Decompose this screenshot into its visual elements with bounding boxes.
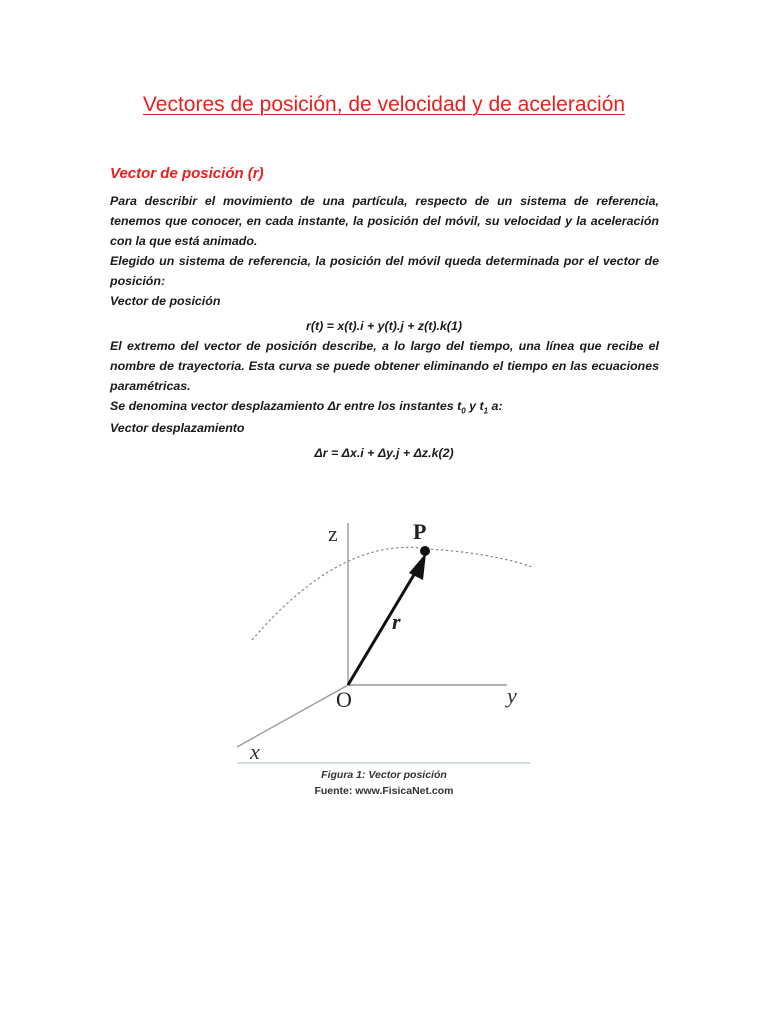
equation-displacement: Δr = Δx.i + Δy.j + Δz.k(2) [314, 446, 454, 460]
subscript-t1: 1 [483, 406, 489, 416]
figure-caption-source: Fuente: www.FisicaNet.com [314, 785, 454, 797]
label-p: P [413, 519, 427, 544]
point-p-marker [420, 546, 430, 556]
x-axis [237, 685, 348, 747]
label-displacement-vector: Vector desplazamiento [110, 421, 245, 435]
subscript-t0: 0 [461, 406, 466, 416]
figure-caption-title: Figura 1: Vector posición [321, 769, 447, 781]
section-heading: Vector de posición (r) [110, 165, 264, 182]
paragraph-intro: Para describir el movimiento de una partícula, respecto de un sistema de referencia, tenemos que conocer, en cada instante, la posición del móvil, su velocidad y la aceleración con la que está animado. [110, 194, 659, 248]
label-x: x [250, 739, 260, 764]
label-r: r [392, 609, 401, 634]
displacement-text-prefix: Se denomina vector desplazamiento Δr entre los instantes t [110, 399, 462, 413]
equation-position: r(t) = x(t).i + y(t).j + z(t).k(1) [306, 319, 462, 333]
vector-r-shaft [348, 568, 418, 685]
displacement-text-suffix: a: [488, 399, 503, 413]
label-origin: O [336, 687, 352, 712]
document-title: Vectores de posición, de velocidad y de aceleración [142, 93, 626, 116]
position-vector-diagram [232, 505, 532, 770]
paragraph-trajectory: El extremo del vector de posición describe, a lo largo del tiempo, una línea que recibe el nombre de trayectoria. Esta curva se puede obtener eliminando el tiempo en las ecuaciones paramétricas. [110, 339, 659, 393]
paragraph-reference-system: Elegido un sistema de referencia, la posición del móvil queda determinada por el vector de posición: [110, 254, 659, 288]
label-z: z [328, 521, 338, 546]
label-position-vector: Vector de posición [110, 294, 221, 308]
label-y: y [507, 683, 517, 708]
displacement-text-mid: y t [465, 399, 484, 413]
